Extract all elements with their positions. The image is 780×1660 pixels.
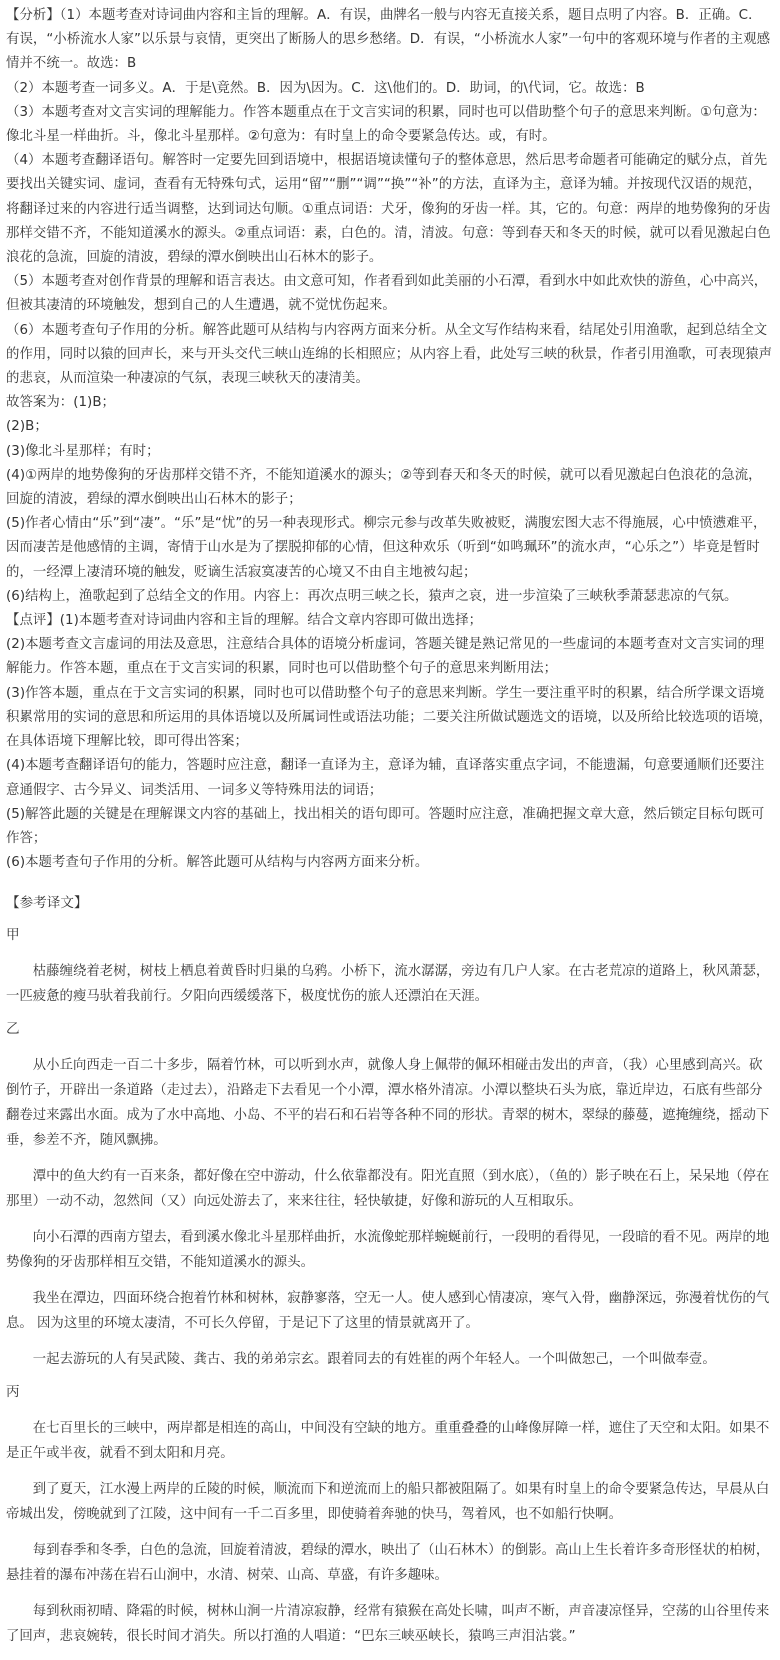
answer-line: (4)①两岸的地势像狗的牙齿那样交错不齐，不能知道溪水的源头；②等到春天和冬天的时候，就可以看见激起白色浪花的急流，回旋的清波，碧绿的潭水倒映出山石林木的影子； (6, 467, 762, 508)
comment-line: (2)本题考查文言虚词的用法及意思，注意结合具体的语境分析虚词，答题关键是熟记常见的一些虚词的本题考查对文言实词的理解能力。作答本题，重点在于文言实词的积累，同时也可以借助整个句子的意思来判断用法； (6, 637, 765, 677)
translation-paragraph: 从小丘向西走一百二十多步，隔着竹林，可以听到水声，就像人身上佩带的佩环相碰击发出的声音，（我）心里感到高兴。砍倒竹子，开辟出一条道路（走过去），沿路走下去看见一个小潭，潭水格外清凉。小潭以整块石头为底，靠近岸边，石底有些部分翻卷过来露出水面。成为了水中高地、小岛、不平的岩石和石岩等各种不同的形状。青翠的树木，翠绿的藤蔓，遮掩缠绕，摇动下垂，参差不齐，随风飘拂。 (6, 1058, 770, 1149)
translation-paragraph: 每到秋雨初晴、降霜的时候，树林山涧一片清凉寂静，经常有猿猴在高处长啸，叫声不断，声音凄凉怪异，空荡的山谷里传来了回声，悲哀婉转，很长时间才消失。所以打渔的人唱道：“巴东三峡巫峡长，猿鸣三声泪沾裳。” (6, 1604, 770, 1645)
translation-paragraph: 每到春季和冬季，白色的急流，回旋着清波，碧绿的潭水，映出了（山石林木）的倒影。高山上生长着许多奇形怪状的柏树，悬挂着的瀑布冲荡在岩石山涧中，水清、树荣、山高、草盛，有许多趣味。 (6, 1543, 770, 1584)
translation-paragraph: 枯藤缠绕着老树，树枝上栖息着黄昏时归巢的乌鸦。小桥下，流水潺潺，旁边有几户人家。在古老荒凉的道路上，秋风萧瑟，一匹疲惫的瘦马驮着我前行。夕阳向西缓缓落下，极度忧伤的旅人还漂泊在天涯。 (6, 964, 770, 1005)
analysis-line: （5）本题考查对创作背景的理解和语言表达。由文意可知，作者看到如此美丽的小石潭，看到水中如此欢快的游鱼，心中高兴，但被其凄清的环境触发，想到自己的人生遭遇，就不觉忧伤起来。 (6, 274, 768, 314)
comment-line: 【点评】(1)本题考查对诗词曲内容和主旨的理解。结合文章内容即可做出选择； (6, 613, 483, 629)
answer-line: (5)作者心情由“乐”到“凄”。“乐”是“忧”的另一种表现形式。柳宗元参与改革失败被贬，满腹宏图大志不得施展，心中愤懑难平，因而凄苦是他感情的主调，寄情于山水是为了摆脱抑郁的心情，但这种欢乐（听到“如鸣珮环”的流水声，“心乐之”）毕竟是暂时的，一经潭上凄清环境的触发，贬谪生活寂寞凄苦的心境又不由自主地被勾起； (6, 516, 767, 580)
section-mark-bing: 丙 (6, 1384, 20, 1401)
translation-paragraph: 一起去游玩的人有吴武陵、龚古、我的弟弟宗玄。跟着同去的有姓崔的两个年轻人。一个叫做恕己，一个叫做奉壹。 (32, 1352, 716, 1368)
comment-line: (5)解答此题的关键是在理解课文内容的基础上，找出相关的语句即可。答题时应注意，准确把握文章大意，然后锁定目标句既可作答； (6, 806, 765, 846)
translation-paragraph: 到了夏天，江水漫上两岸的丘陵的时候，顺流而下和逆流而上的船只都被阻隔了。如果有时皇上的命令要紧急传达，早晨从白帝城出发，傍晚就到了江陵，这中间有一千二百多里，即使骑着奔驰的快马，驾着风，也不如船行快啊。 (6, 1482, 770, 1523)
analysis-line: （6）本题考查句子作用的分析。解答此题可从结构与内容两方面来分析。从全文写作结构来看，结尾处引用渔歌，起到总结全文的作用，同时以猿的回声长，来与开头交代三峡山连绵的长相照应；从内容上看，此处写三峡的秋景，作者引用渔歌，可表现猿声的悲哀，从而渲染一种凄凉的气氛，表现三峡秋天的凄清美。 (6, 322, 773, 387)
translation-bing (6, 1416, 774, 1649)
comment-line: (3)作答本题，重点在于文言实词的积累，同时也可以借助整个句子的意思来判断。学生一要注重平时的积累，结合所学课文语境积累常用的实词的意思和所运用的具体语境以及所属词性或语法功能；二要关注所做试题选文的语境，以及所给比较选项的语境，在具体语境下理解比较，即可得出答案； (6, 685, 773, 750)
translation-jia (6, 959, 774, 1009)
translation-paragraph: 我坐在潭边，四面环绕合抱着竹林和树林，寂静寥落，空无一人。使人感到心情凄凉，寒气入骨，幽静深远，弥漫着忧伤的气息。 因为这里的环境太凄清，不可长久停留，于是记下了这里的情景就离开了。 (6, 1291, 770, 1332)
translation-paragraph: 潭中的鱼大约有一百来条，都好像在空中游动，什么依靠都没有。阳光直照（到水底），（鱼的）影子映在石上，呆呆地（停在那里）一动不动，忽然间（又）向远处游去了，来来往往，轻快敏捷，好像和游玩的人互相取乐。 (6, 1169, 770, 1210)
section-mark-jia: 甲 (6, 927, 20, 944)
comment-line: (4)本题考查翻译语句的能力，答题时应注意，翻译一直译为主，意译为辅，直译落实重点字词，不能遗漏，句意要通顺们还要注意通假字、古今异义、词类活用、一词多义等特殊用法的词语； (6, 758, 765, 798)
comment-line: (6)本题考查句子作用的分析。解答此题可从结构与内容两方面来分析。 (6, 855, 429, 871)
analysis-section (6, 4, 774, 875)
answer-line: (6)结构上，渔歌起到了总结全文的作用。内容上：再次点明三峡之长，猿声之哀，进一步渲染了三峡秋季萧瑟悲凉的气氛。 (6, 588, 738, 604)
answer-line: (2)B； (6, 419, 48, 435)
answer-line: (3)像北斗星那样；有时； (6, 443, 160, 459)
reference-translation-heading: 【参考译文】 (6, 895, 88, 912)
analysis-line: 【分析】（1）本题考查对诗词曲内容和主旨的理解。A．有误，曲牌名一般与内容无直接关系，题目点明了内容。B．正确。C．有误，“小桥流水人家”以乐景与哀情，更突出了断肠人的思乡愁绪。D．有误，“小桥流水人家”一句中的客观环境与作者的主观感情并不统一。故选：B (6, 8, 771, 72)
translation-paragraph: 向小石潭的西南方望去，看到溪水像北斗星那样曲折，水流像蛇那样蜿蜒前行，一段明的看得见，一段暗的看不见。两岸的地势像狗的牙齿那样相互交错，不能知道溪水的源头。 (6, 1230, 770, 1271)
translation-yi (6, 1053, 774, 1372)
translation-paragraph: 在七百里长的三峡中，两岸都是相连的高山，中间没有空缺的地方。重重叠叠的山峰像屏障一样，遮住了天空和太阳。如果不是正午或半夜，就看不到太阳和月亮。 (6, 1421, 770, 1462)
answer-line: 故答案为：(1)B； (6, 395, 115, 411)
analysis-line: （3）本题考查对文言实词的理解能力。作答本题重点在于文言实词的积累，同时也可以借助整个句子的意思来判断。①句意为：像北斗星一样曲折。斗，像北斗星那样。②句意为：有时皇上的命令要紧急传达。或，有时。 (6, 104, 766, 145)
analysis-line: （4）本题考查翻译语句。解答时一定要先回到语境中，根据语境读懂句子的整体意思，然后思考命题者可能确定的赋分点，首先要找出关键实词、虚词，查看有无特殊句式，运用“留”“删”“调”“换”“补”的方法，直译为主，意译为辅。并按现代汉语的规范，将翻译过来的内容进行适当调整，达到词达句顺。①重点词语：犬牙，像狗的牙齿一样。其，它的。句意：两岸的地势像狗的牙齿那样交错不齐，不能知道溪水的源头。②重点词语：素，白色的。清，清波。句意：等到春天和冬天的时候，就可以看见激起白色浪花的急流，回旋的清波，碧绿的潭水倒映出山石林木的影子。 (6, 153, 771, 266)
section-mark-yi: 乙 (6, 1021, 20, 1038)
analysis-line: （2）本题考查一词多义。A．于是\竟然。B．因为\因为。C．这\他们的。D．助词，的\代词，它。故选：B (6, 80, 645, 96)
